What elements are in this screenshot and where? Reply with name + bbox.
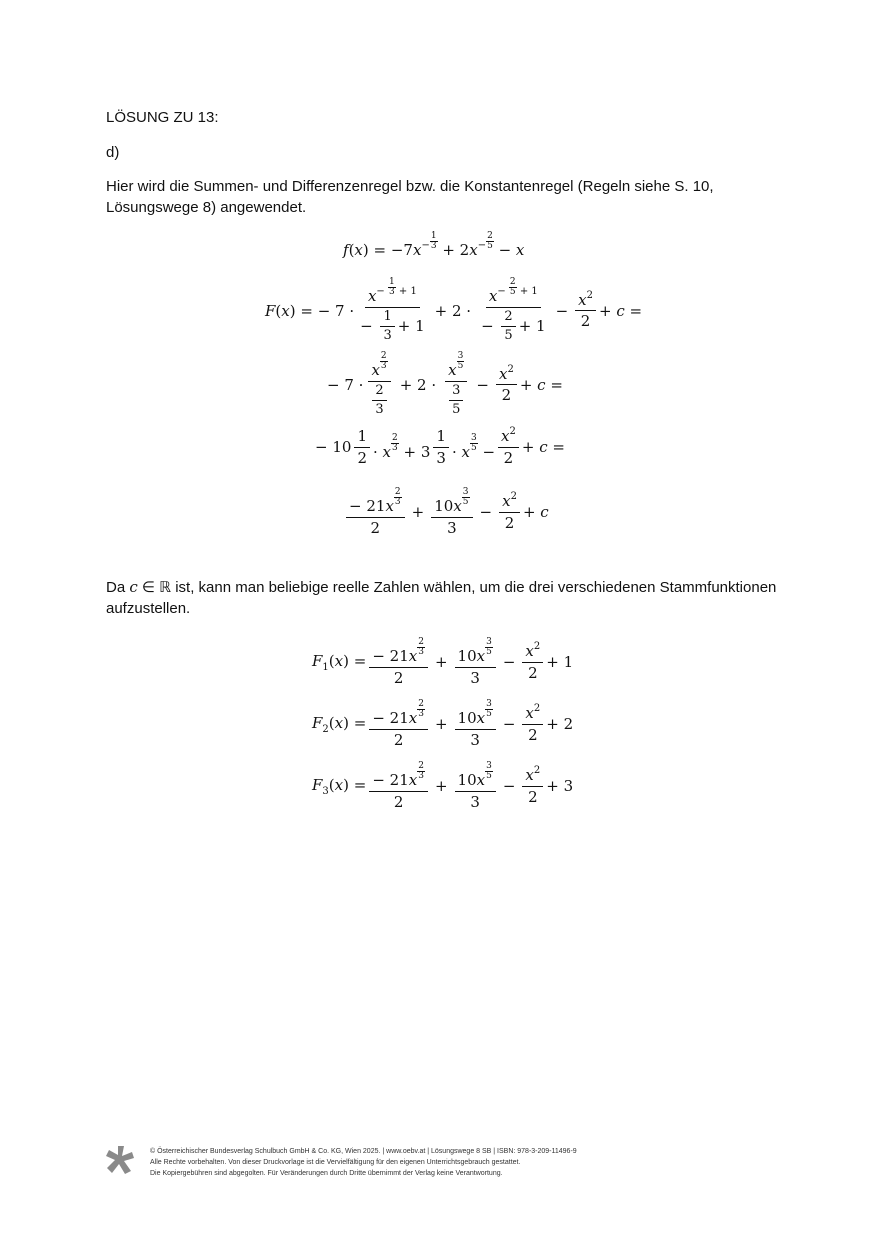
part-label: d) (106, 144, 120, 161)
constant-explanation: Da c ∈ ℝ ist, kann man beliebige reelle Zahlen wählen, um die drei verschiedenen Stammfunktionen aufzustellen. (106, 578, 777, 617)
footer-line-3: Die Kopiergebühren sind abgegolten. Für Veränderungen durch Dritte übernimmt der Verlag keine Verantwortung. (150, 1170, 503, 1177)
antiderivative-step-1: F(x) = − 7 · $x^{- \frac{1}{3} + 1}$ − $\frac{1}{3}$ + 1 + 2 · $x^{- \frac{2}{5} + 1}$ − $\frac{2}{5}$ + 1 − $\frac{x^2}{2}$ + c = (265, 277, 643, 343)
stammfunktion-3: $F_3(x)$ = − 21x $^{\frac{2}{3}}$ 2 + 10x $^{\frac{3}{5}}$ 3 − $\frac{x^2}{2}$ + 3 (312, 761, 574, 811)
footer-line-2: Alle Rechte vorbehalten. Von dieser Druckvorlage ist die Vervielfältigung für den eigenen Unterrichtsgebrauch gestattet. (150, 1159, 521, 1166)
stammfunktion-2: $F_2(x)$ = − 21x $^{\frac{2}{3}}$ 2 + 10x $^{\frac{3}{5}}$ 3 − $\frac{x^2}{2}$ + 2 (312, 699, 574, 749)
stammfunktion-1: $F_1(x)$ = − 21x $^{\frac{2}{3}}$ 2 + 10x $^{\frac{3}{5}}$ 3 − $\frac{x^2}{2}$ + 1 (312, 637, 574, 687)
intro-paragraph: Hier wird die Summen- und Differenzenregel bzw. die Konstantenregel (Regeln siehe S. 10, Lösungswege 8) angewendet. (106, 178, 714, 216)
antiderivative-step-3: − 10 $\frac{1}{2}$ · x $^{\frac{2}{3}}$ + 3 $\frac{1}{3}$ · x $^{\frac{3}{5}}$ − $\frac{x^2}{2}$ + c = (315, 426, 565, 467)
function-definition: $f(x) = -7x^{- \frac{1}{3}}$ + $2x^{- \frac{2}{5}}$ − x (343, 231, 525, 259)
antiderivative-step-2: − 7 · x $^{\frac{2}{3}}$ $\frac{2}{3}$ + 2 · x $^{\frac{3}{5}}$ $\frac{3}{5}$ − $\frac{x^2}{2}$ + c = (327, 351, 563, 417)
publisher-logo-icon (104, 1144, 136, 1176)
solution-heading: LÖSUNG ZU 13: (106, 109, 219, 126)
footer-line-1: © Österreichischer Bundesverlag Schulbuch GmbH & Co. KG, Wien 2025. | www.oebv.at | Lösungswege 8 SB | ISBN: 978-3-209-11496-9 (150, 1148, 577, 1155)
antiderivative-result: − 21x $^{\frac{2}{3}}$ 2 + 10x $^{\frac{3}{5}}$ 3 − $\frac{x^2}{2}$ + c (343, 488, 549, 536)
footer-copyright (150, 1146, 577, 1179)
